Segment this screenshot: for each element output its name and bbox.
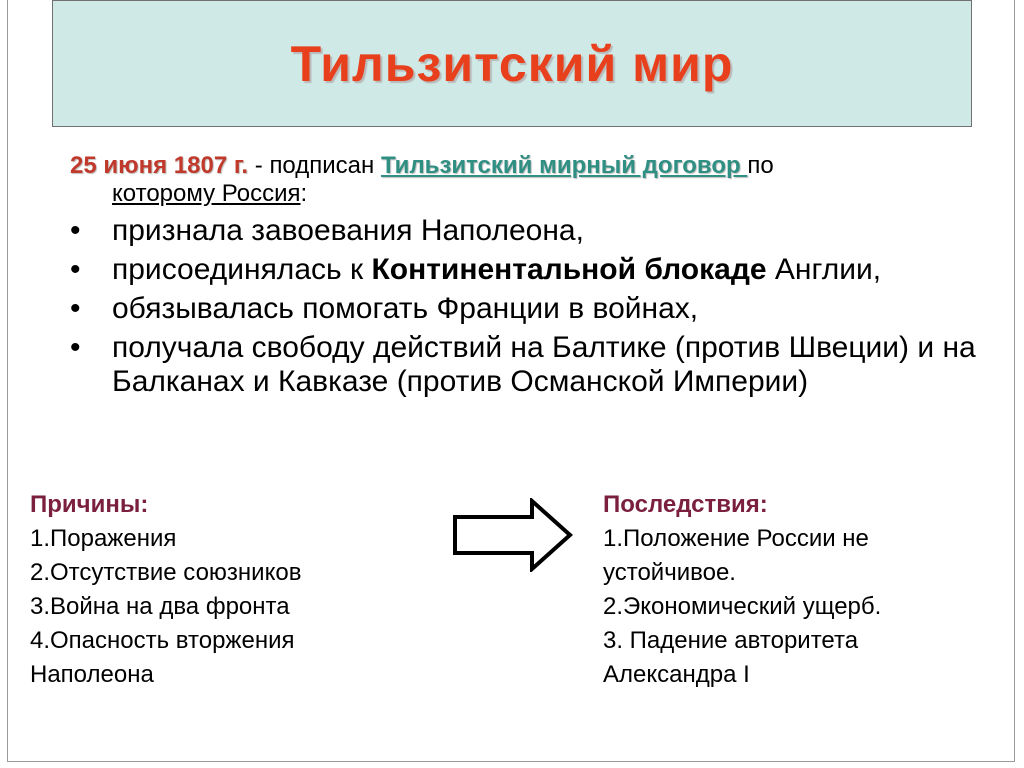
treaty-link[interactable]: Тильзитский мирный договор	[380, 152, 748, 179]
consequence-item: 3. Падение авторитета Александра I	[603, 627, 859, 688]
list-item	[70, 292, 1000, 326]
intro-text-after: по	[747, 152, 774, 179]
bullet-icon: •	[70, 292, 81, 325]
cause-item: 3.Война на два фронта	[30, 593, 290, 620]
consequences-block	[603, 488, 983, 692]
intro-line-2-end: :	[300, 180, 308, 207]
terms-list	[70, 214, 1000, 404]
consequence-item: 2.Экономический ущерб.	[603, 593, 882, 620]
bullet-icon: •	[70, 331, 81, 364]
intro-paragraph	[70, 152, 970, 208]
list-item	[70, 214, 1000, 248]
treaty-date: 25 июня 1807 г.	[70, 152, 249, 179]
consequence-item: 1.Положение России не устойчивое.	[603, 525, 869, 586]
cause-item: 2.Отсутствие союзников	[30, 559, 302, 586]
causes-block	[30, 488, 410, 692]
consequences-heading: Последствия:	[603, 491, 768, 518]
list-item	[70, 253, 1000, 287]
term-4-text: получала свободу действий на Балтике (против Швеции) и на Балканах и Кавказе (против Османской Империи)	[112, 331, 976, 398]
bullet-icon: •	[70, 214, 81, 247]
cause-item: 4.Опасность вторжения Наполеона	[30, 627, 295, 688]
right-arrow-icon	[452, 498, 574, 572]
intro-line-2-underlined: которому Россия	[112, 180, 301, 207]
intro-line-2	[70, 180, 970, 208]
cause-item: 1.Поражения	[30, 525, 177, 552]
bullet-icon: •	[70, 253, 81, 286]
term-3-text: обязывалась помогать Франции в войнах,	[112, 292, 699, 325]
intro-line-1	[70, 152, 970, 180]
title-banner	[52, 0, 972, 127]
term-2-text-before: присоединялась к	[112, 253, 372, 286]
list-item	[70, 331, 1000, 399]
continental-blockade: Континентальной блокаде	[371, 253, 767, 286]
causes-heading: Причины:	[30, 491, 149, 518]
page-title: Тильзитский мир	[290, 35, 734, 92]
intro-text-before: - подписан	[248, 152, 381, 179]
term-1-text: признала завоевания Наполеона,	[112, 214, 584, 247]
term-2-text-after: Англии,	[766, 253, 882, 286]
